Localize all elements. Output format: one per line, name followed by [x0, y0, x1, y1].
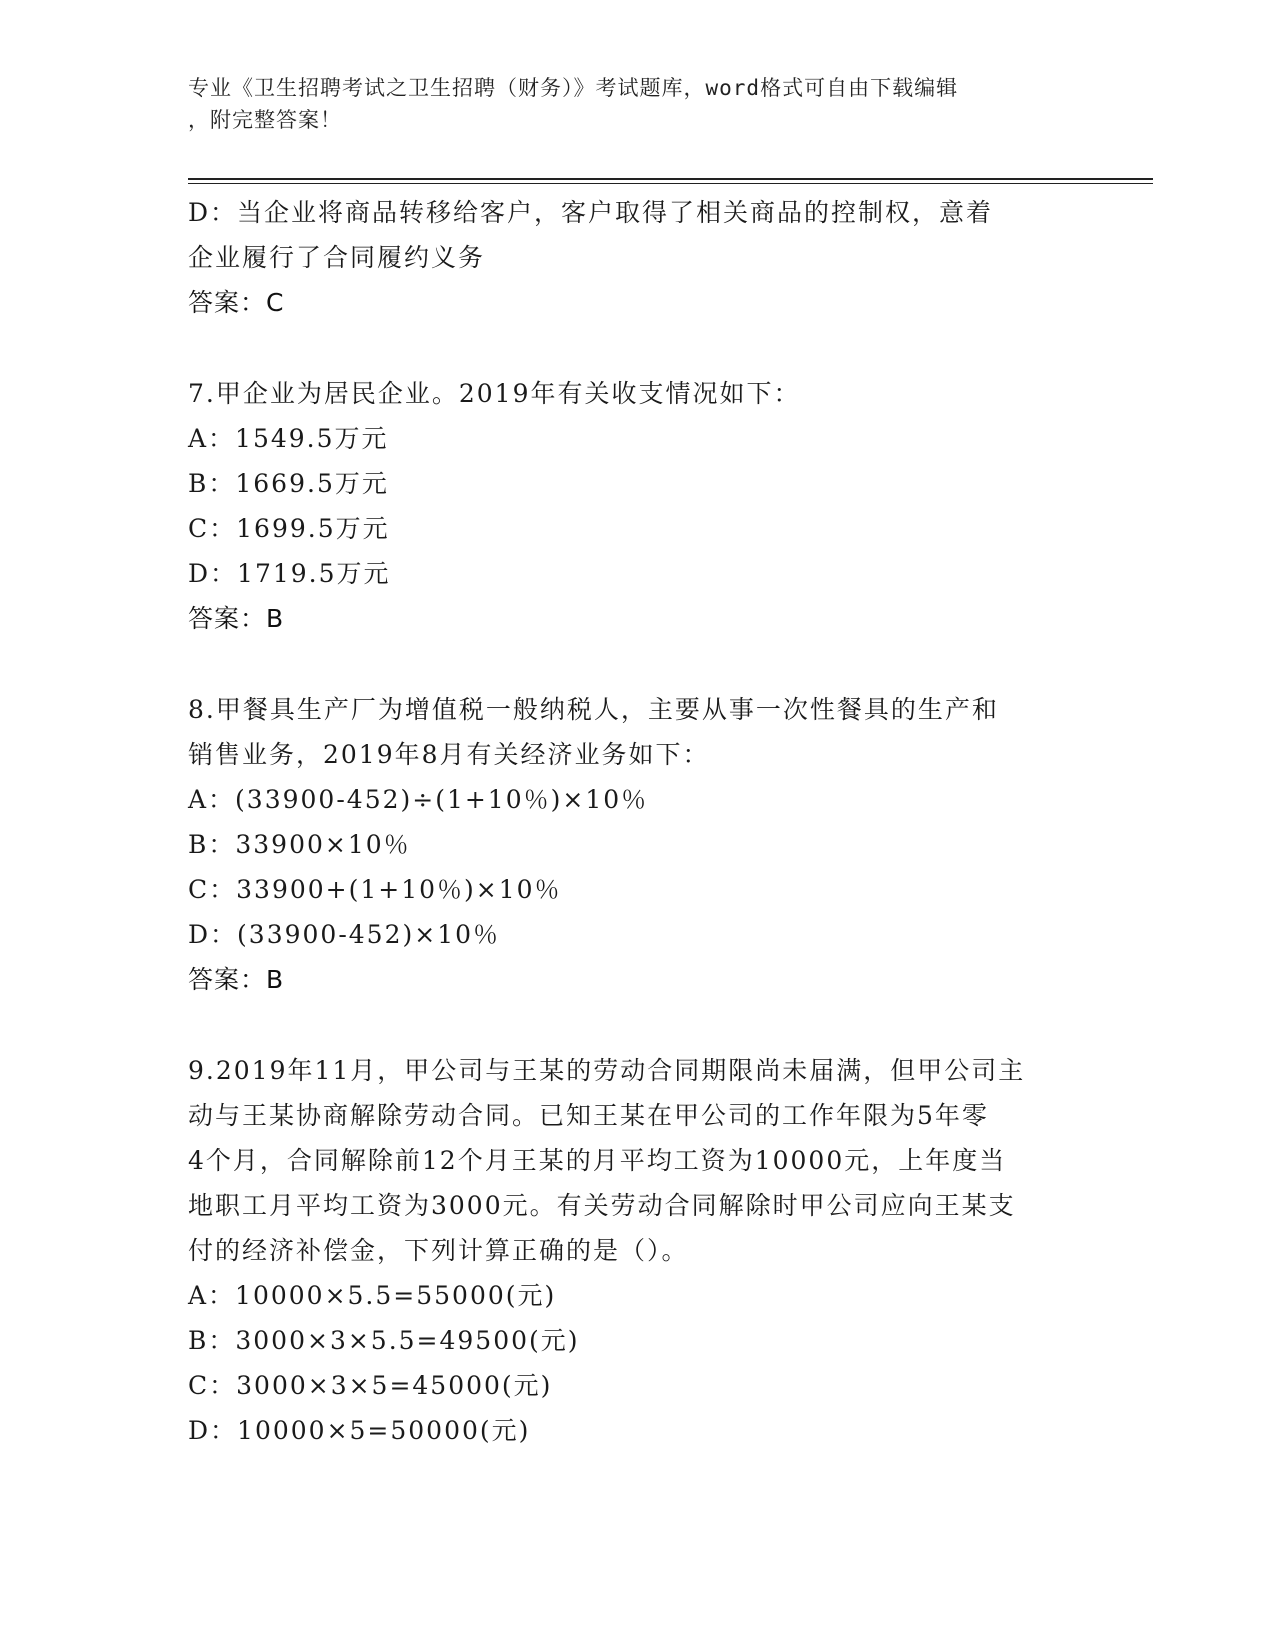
spacer	[188, 642, 1088, 687]
header-divider-thick	[188, 178, 1153, 180]
option-d: D：10000×5=50000(元)	[188, 1416, 531, 1445]
answer-line: 答案：C	[188, 288, 285, 317]
question-stem-line-2: 销售业务，2019年8月有关经济业务如下：	[188, 740, 710, 769]
option-d-line-2: 企业履行了合同履约义务	[188, 243, 486, 272]
document-header	[188, 72, 1088, 136]
option-a: A：1549.5万元	[188, 424, 389, 453]
option-a: A：(33900-452)÷(1+10％)×10％	[188, 785, 649, 814]
answer-line: 答案：B	[188, 965, 285, 994]
question-stem-line-1: 9.2019年11月，甲公司与王某的劳动合同期限尚未届满，但甲公司主	[188, 1056, 1026, 1085]
option-c: C：33900+(1+10％)×10％	[188, 875, 562, 904]
question-stem-line-4: 地职工月平均工资为3000元。有关劳动合同解除时甲公司应向王某支	[188, 1191, 1016, 1220]
option-d-line-1: D：当企业将商品转移给客户，客户取得了相关商品的控制权，意着	[188, 198, 994, 227]
question-stem: 7.甲企业为居民企业。2019年有关收支情况如下：	[188, 379, 801, 408]
option-c: C：3000×3×5=45000(元)	[188, 1371, 553, 1400]
option-c: C：1699.5万元	[188, 514, 390, 543]
option-d: D：(33900-452)×10％	[188, 920, 501, 949]
document-body	[188, 190, 1088, 1453]
question-stem-line-3: 4个月，合同解除前12个月王某的月平均工资为10000元，上年度当	[188, 1146, 1007, 1175]
header-line-2: ，附完整答案！	[188, 108, 342, 132]
question-9	[188, 1048, 1088, 1453]
question-stem-line-1: 8.甲餐具生产厂为增值税一般纳税人，主要从事一次性餐具的生产和	[188, 695, 999, 724]
question-8	[188, 687, 1088, 1003]
continued-question	[188, 190, 1088, 326]
question-stem-line-2: 动与王某协商解除劳动合同。已知王某在甲公司的工作年限为5年零	[188, 1101, 989, 1130]
answer-line: 答案：B	[188, 604, 285, 633]
option-b: B：3000×3×5.5=49500(元)	[188, 1326, 580, 1355]
option-b: B：1669.5万元	[188, 469, 389, 498]
option-b: B：33900×10％	[188, 830, 411, 859]
option-d: D：1719.5万元	[188, 559, 391, 588]
question-stem-line-5: 付的经济补偿金，下列计算正确的是（）。	[188, 1236, 689, 1265]
option-a: A：10000×5.5=55000(元)	[188, 1281, 557, 1310]
header-divider-thin	[188, 183, 1153, 184]
header-line-1: 专业《卫生招聘考试之卫生招聘（财务）》考试题库，word格式可自由下载编辑	[188, 76, 959, 100]
spacer	[188, 326, 1088, 371]
question-7	[188, 371, 1088, 642]
spacer	[188, 1003, 1088, 1048]
